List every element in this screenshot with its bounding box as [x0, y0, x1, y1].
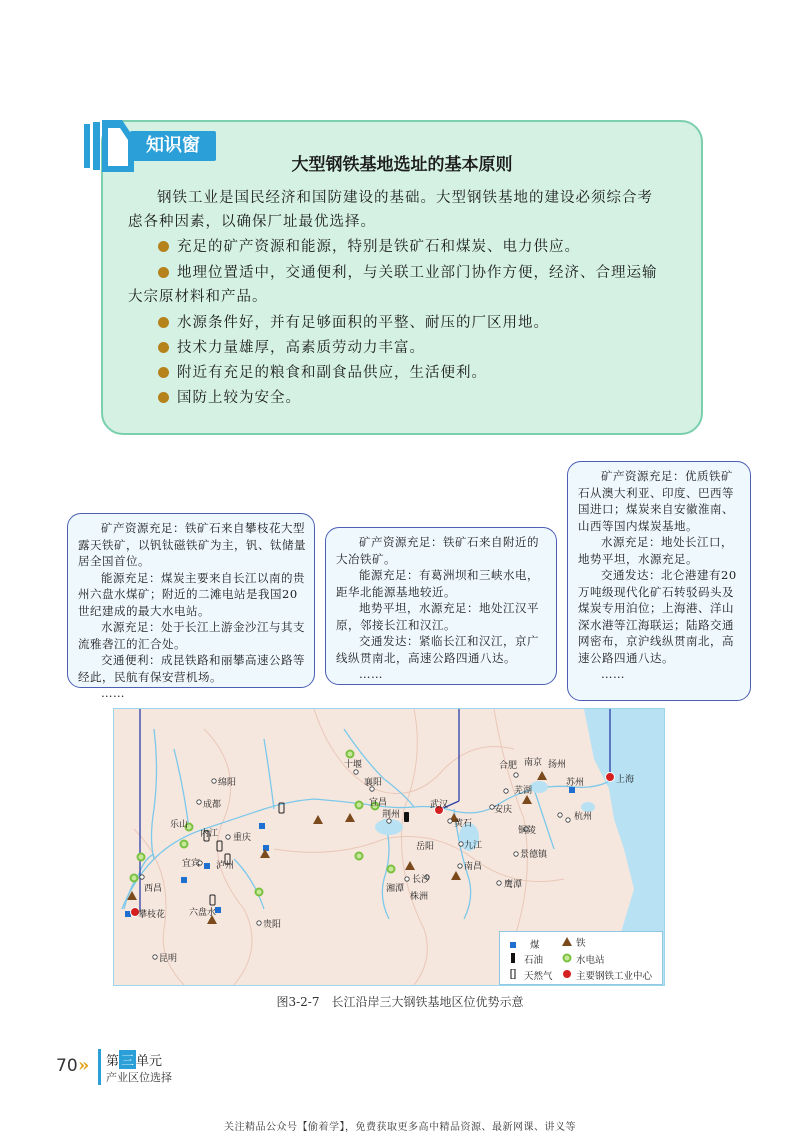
- principle-5: 附近有充足的粮食和副食品供应，生活便利。: [158, 361, 718, 385]
- bullet-icon: [158, 317, 169, 328]
- city-label: 六盘水: [189, 908, 217, 918]
- city-label: 合肥: [499, 761, 518, 771]
- city-label: 昆明: [159, 954, 178, 964]
- knowledge-tag: 知识窗: [130, 131, 216, 161]
- page-number: 70: [56, 1056, 78, 1076]
- city-label: 贵阳: [263, 920, 282, 930]
- city-label: 十堰: [344, 760, 363, 770]
- city-label: 南京: [524, 758, 543, 768]
- city-label: 湘潭: [386, 884, 405, 894]
- oil-icon: [510, 953, 516, 963]
- city-label: 黄石: [454, 819, 473, 829]
- gas-icon: [510, 969, 516, 979]
- footer-note: 关注精品公众号【偷着学】，免费获取更多高中精品资源、最新网课、讲义等: [224, 1122, 576, 1133]
- city-label: 宜昌: [369, 798, 388, 808]
- knowledge-title: 大型钢铁基地选址的基本原则: [291, 155, 513, 175]
- principle-4: 技术力量雄厚，高素质劳动力丰富。: [158, 336, 718, 360]
- city-label: 武汉: [430, 800, 449, 810]
- city-label: 西昌: [144, 884, 163, 894]
- knowledge-intro-2: 虑各种因素，以确保厂址最优选择。: [128, 214, 376, 230]
- city-label: 长沙: [412, 875, 431, 885]
- city-label: 扬州: [548, 760, 567, 770]
- city-label: 岳阳: [416, 842, 435, 852]
- city-label: 九江: [464, 841, 483, 851]
- principle-6: 国防上较为安全。: [158, 386, 718, 410]
- principle-2-cont: 大宗原材料和产品。: [128, 289, 268, 305]
- principle-2: 地理位置适中，交通便利，与关联工业部门协作方便，经济、合理运输: [158, 261, 698, 285]
- unit-heading: 第 三 单元: [106, 1050, 162, 1069]
- bullet-icon: [158, 267, 169, 278]
- coal-icon: [510, 942, 516, 948]
- city-label: 景德镇: [520, 850, 548, 860]
- callout-panzhihua: 矿产资源充足：铁矿石来自攀枝花大型露天铁矿，以钒钛磁铁矿为主，钒、钛储量居全国首位。 能源充足：煤炭主要来自长江以南的贵州六盘水煤矿；附近的二滩电站是我国20世纪建成的最大水电站。 水源充足：处于长江上游金沙江与其支流雅砻江的汇合处。 交通便利：成昆铁路和丽攀高速公路等经此，民航有保安营机场。 ……: [67, 513, 315, 688]
- bullet-icon: [158, 342, 169, 353]
- city-label: 南昌: [464, 862, 483, 872]
- city-label: 鹰潭: [504, 880, 523, 890]
- unit-title: 产业区位选择: [106, 1071, 172, 1084]
- chevron-right-icon: »: [78, 1055, 90, 1076]
- principle-3: 水源条件好，并有足够面积的平整、耐压的厂区用地。: [158, 311, 718, 335]
- figure-caption: 图3-2-7 长江沿岸三大钢铁基地区位优势示意: [276, 995, 524, 1009]
- city-label: 株洲: [410, 892, 429, 902]
- bullet-icon: [158, 392, 169, 403]
- city-label: 苏州: [566, 778, 585, 788]
- city-label: 乐山: [170, 820, 189, 830]
- callout-wuhan: 矿产资源充足：铁矿石来自附近的大冶铁矿。 能源充足：有葛洲坝和三峡水电，距华北能源基地较近。 地势平坦，水源充足：地处江汉平原，邻接长江和汉江。 交通发达：紧临长江和汉江，京广线纵贯南北，高速公路四通八达。 ……: [325, 527, 557, 685]
- principle-1: 充足的矿产资源和能源，特别是铁矿石和煤炭、电力供应。: [158, 235, 718, 259]
- bullet-icon: [158, 367, 169, 378]
- city-label: 襄阳: [364, 778, 383, 788]
- unit-divider: [98, 1049, 101, 1085]
- steel-center-icon: [562, 969, 572, 979]
- callout-shanghai: 矿产资源充足：优质铁矿石从澳大利亚、印度、巴西等国进口；煤炭来自安徽淮南、山西等国内煤炭基地。 水源充足：地处长江口，地势平坦，水源充足。 交通发达：北仑港建有20万吨级现代化矿石转驳码头及煤炭专用泊位；上海港、洋山深水港等江海联运；陆路交通网密布，京沪线纵贯南北，高速公路四通八达。 ……: [567, 461, 751, 701]
- city-label: 杭州: [574, 812, 593, 822]
- map-legend: 煤 铁 石油 水电站 天然气 主要钢铁工业中心: [499, 931, 663, 985]
- city-label: 上海: [616, 775, 635, 785]
- city-label: 内江: [200, 829, 219, 839]
- bullet-icon: [158, 241, 169, 252]
- city-label: 芜湖: [514, 786, 533, 796]
- hydro-station-icon: [562, 953, 572, 963]
- iron-icon: [562, 937, 572, 946]
- city-label: 成都: [203, 800, 222, 810]
- city-label: 攀枝花: [138, 910, 166, 920]
- city-label: 荆州: [382, 810, 401, 820]
- city-label: 绵阳: [218, 778, 237, 788]
- city-label: 宜宾: [182, 859, 201, 869]
- city-label: 铜陵: [518, 826, 537, 836]
- city-label: 泸州: [216, 861, 235, 871]
- knowledge-intro-1: 钢铁工业是国民经济和国防建设的基础。大型钢铁基地的建设必须综合考: [157, 190, 653, 206]
- city-label: 重庆: [233, 833, 252, 843]
- city-label: 安庆: [494, 805, 513, 815]
